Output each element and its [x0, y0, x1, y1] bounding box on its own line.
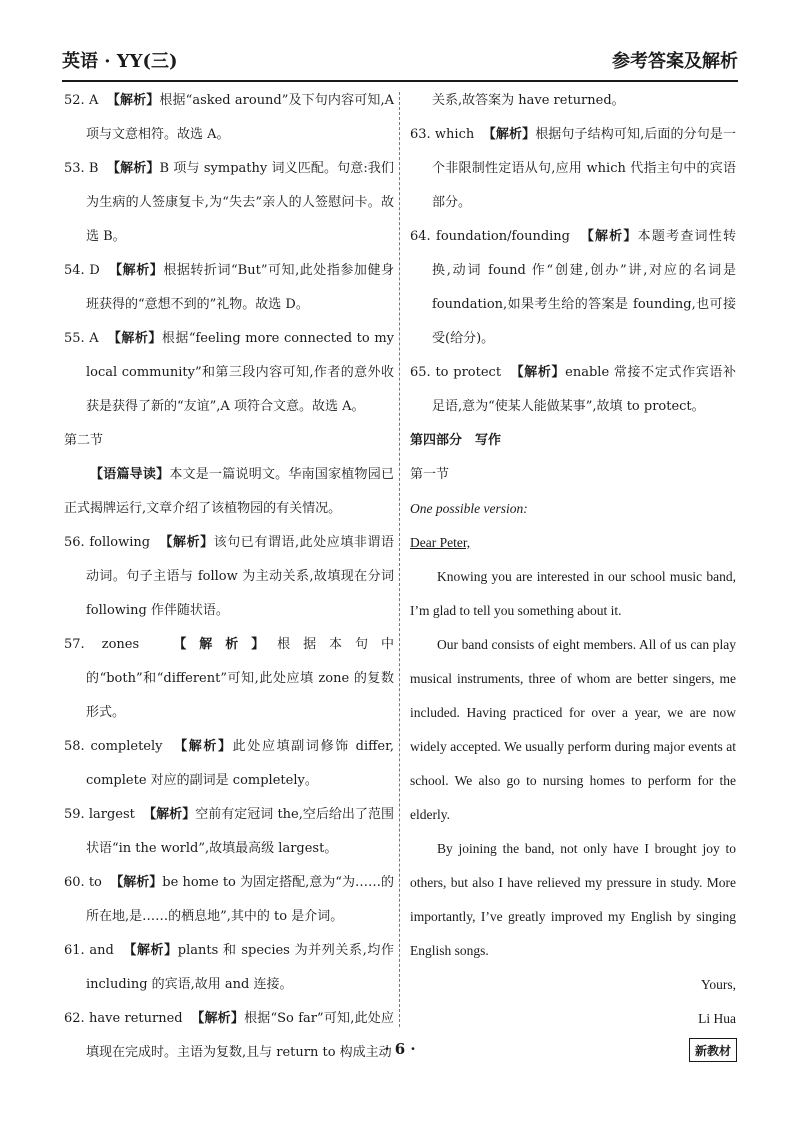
- answer-item: 60. to 【解析】be home to 为固定搭配,意为“为……的所在地,是……的栖息地”,其中的 to 是介词。: [64, 875, 395, 924]
- answer-item: 59. largest 【解析】空前有定冠词 the,空后给出了范围状语“in the world”,故填最高级 largest。: [64, 807, 394, 856]
- section-heading: 第二节: [64, 433, 104, 448]
- answer-continuation: 关系,故答案为 have returned。: [432, 93, 625, 108]
- left-column: [64, 84, 394, 1070]
- passage-intro: 【语篇导读】本文是一篇说明文。华南国家植物园已正式揭牌运行,文章介绍了该植物园的有关情况。: [64, 467, 394, 516]
- closing: Yours,: [700, 977, 736, 992]
- header-title: 参考答案及解析: [612, 51, 738, 72]
- answer-item: 53. B 【解析】B 项与 sympathy 词义匹配。句意:我们为生病的人签康复卡,为“失去”亲人的人签慰问卡。故选 B。: [64, 161, 395, 244]
- answer-item: 61. and 【解析】plants 和 species 为并列关系,均作 including 的宾语,故用 and 连接。: [64, 943, 394, 992]
- salutation: Dear Peter,: [410, 535, 471, 550]
- section-heading: 第一节: [410, 467, 450, 482]
- essay-paragraph: Our band consists of eight members. All of us can play musical instruments, three of whom are better singers, me included. Having practiced for over a year, we are now widely accepted. We usually perform during major events at school. We also go to nursing homes to perform for the elderly.: [410, 637, 736, 822]
- answer-item: 56. following 【解析】该句已有谓语,此处应填非谓语动词。句子主语与 follow 为主动关系,故填现在分词 following 作伴随状语。: [64, 535, 394, 618]
- answer-item: 63. which 【解析】根据句子结构可知,后面的分句是一个非限制性定语从句,应用 which 代指主句中的宾语部分。: [410, 127, 736, 210]
- answer-item: 55. A 【解析】根据“feeling more connected to my local community”和第三段内容可知,作者的意外收获是获得了新的“友谊”,A 项符合文意。故选 A。: [64, 331, 394, 414]
- version-label: One possible version:: [410, 501, 528, 516]
- signature: Li Hua: [698, 1011, 736, 1026]
- right-column: [410, 84, 736, 1036]
- column-divider: [399, 92, 400, 1027]
- essay-paragraph: By joining the band, not only have I brought joy to others, but also I have relieved my pressure in study. More importantly, I’ve greatly improved my English by singing English songs.: [410, 841, 736, 958]
- edition-badge: 新教材: [689, 1038, 737, 1062]
- answer-item: 57. zones 【解析】根据本句中的“both”和“different”可知,此处应填 zone 的复数形式。: [64, 637, 394, 720]
- answer-item: 64. foundation/founding 【解析】本题考查词性转换,动词 found 作“创建,创办”讲,对应的名词是 foundation,如果考生给的答案是 founding,也可接受(给分)。: [410, 229, 736, 346]
- header-subject: 英语 · YY(三): [62, 51, 178, 72]
- answer-item: 62. have returned 【解析】根据“So far”可知,此处应填现在完成时。主语为复数,且与 return to 构成主动: [64, 1011, 394, 1060]
- model-essay: [410, 492, 736, 1036]
- answer-item: 54. D 【解析】根据转折词“But”可知,此处指参加健身班获得的“意想不到的”礼物。故选 D。: [64, 263, 395, 312]
- answer-item: 65. to protect 【解析】enable 常接不定式作宾语补足语,意为“使某人能做某事”,故填 to protect。: [410, 365, 737, 414]
- page-header: [62, 40, 738, 82]
- part-heading: 第四部分 写作: [410, 433, 502, 448]
- answer-item: 58. completely 【解析】此处应填副词修饰 differ, complete 对应的副词是 completely。: [64, 739, 394, 788]
- answer-item: 52. A 【解析】根据“asked around”及下句内容可知,A项与文意相符。故选 A。: [64, 93, 394, 142]
- essay-paragraph: Knowing you are interested in our school music band, I’m glad to tell you something about it.: [410, 569, 736, 618]
- page-number: · 6 ·: [384, 1040, 416, 1058]
